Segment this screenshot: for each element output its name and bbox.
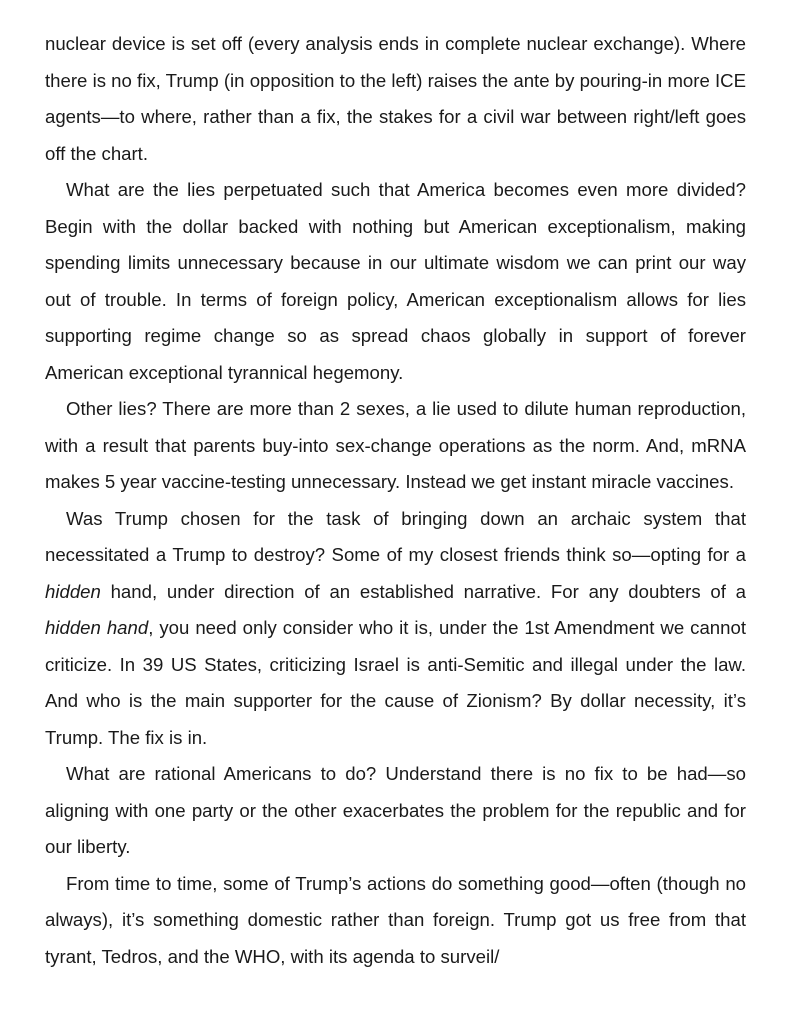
paragraph-text: hand, under direction of an established narrative. For any doubters of a: [100, 580, 746, 602]
paragraph-6: [45, 866, 746, 976]
paragraph-4: [45, 501, 746, 757]
paragraph-text: From time to time, some of Trump’s actions do something good—often (though no always), it’s something domestic rather than foreign. Trump got us free from that tyrant, Tedros, and the WHO, with its agenda to surveil/: [45, 872, 746, 967]
paragraph-3: [45, 391, 746, 501]
paragraph-1: [45, 26, 746, 172]
paragraph-text: nuclear device is set off (every analysis ends in complete nuclear exchange). Where there is no fix, Trump (in opposition to the left) raises the ante by pouring-in more ICE agents—to where, rather than a fix, the stakes for a civil war between right/left goes off the chart.: [45, 33, 746, 164]
paragraph-text: Was Trump chosen for the task of bringing down an archaic system that necessitated a Trump to destroy? Some of my closest friends think so—opting for a: [45, 507, 746, 565]
italic-text: hidden: [45, 580, 101, 602]
italic-text: hidden hand: [45, 617, 149, 638]
paragraph-text: , you need only consider who it is, under the 1st Amendment we cannot criticize. In 39 US States, criticizing Israel is anti-Semitic and illegal under the law. And who is the main supporter for the cause of Zionism? By dollar necessity, it’s Trump. The fix is in.: [45, 617, 746, 748]
paragraph-2: [45, 172, 746, 391]
paragraph-5: [45, 756, 746, 866]
paragraph-text: Other lies? There are more than 2 sexes, a lie used to dilute human reproduction, with a result that parents buy-into sex-change operations as the norm. And, mRNA makes 5 year vaccine-testing unnecessary. Instead we get instant miracle vaccines.: [45, 398, 746, 492]
paragraph-text: What are the lies perpetuated such that America becomes even more divided? Begin with the dollar backed with nothing but American exceptionalism, making spending limits unnecessary because in our ultimate wisdom we can print our way out of trouble. In terms of foreign policy, American exceptionalism allows for lies supporting regime change so as spread chaos globally in support of forever American exceptional tyrannical hegemony.: [45, 179, 746, 383]
paragraph-text: What are rational Americans to do? Understand there is no fix to be had—so aligning with one party or the other exacerbates the problem for the republic and for our liberty.: [45, 763, 746, 857]
